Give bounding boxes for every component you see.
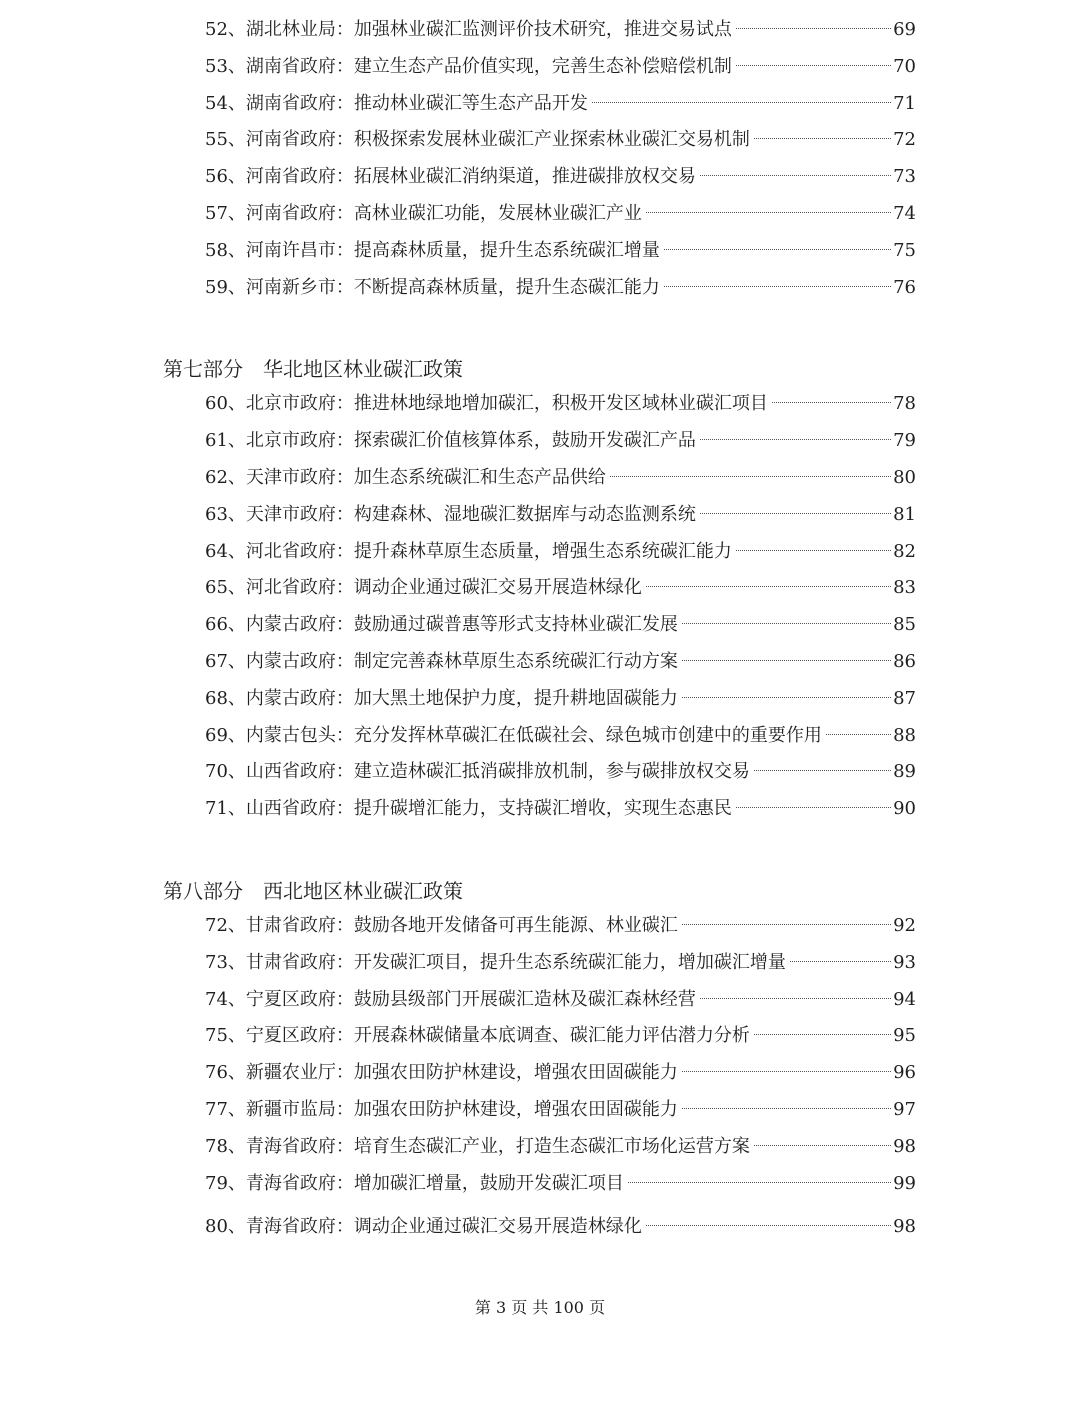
toc-entry[interactable] <box>205 390 916 418</box>
toc-entry[interactable] <box>205 90 916 118</box>
entry-text <box>205 949 786 977</box>
dot-leader <box>664 249 891 250</box>
entry-title: 加强农田防护林建设，增强农田固碳能力 <box>353 1099 678 1120</box>
entry-title: 建立造林碳汇抵消碳排放机制，参与碳排放权交易 <box>353 761 750 783</box>
section-title: 西北地区林业碳汇政策 <box>263 879 463 903</box>
entry-organization: 河北省政府： <box>245 577 354 599</box>
entry-page-number: 76 <box>893 276 916 298</box>
toc-entry[interactable] <box>205 126 916 154</box>
entry-text <box>205 1059 678 1087</box>
dot-leader <box>826 734 891 735</box>
toc-entry[interactable] <box>205 163 916 191</box>
dot-leader <box>682 623 891 624</box>
entry-number: 64、 <box>205 540 246 562</box>
dot-leader <box>610 476 891 477</box>
dot-leader <box>700 439 891 440</box>
entry-text <box>205 722 822 750</box>
entry-number: 52、 <box>205 19 246 40</box>
entry-title: 不断提高森林质量，提升生态碳汇能力 <box>353 276 660 298</box>
entry-title: 培育生态碳汇产业，打造生态碳汇市场化运营方案 <box>353 1135 750 1157</box>
entry-text <box>205 501 696 529</box>
entry-page-number: 80 <box>893 467 916 488</box>
entry-organization: 新疆市监局： <box>245 1099 354 1120</box>
entry-number: 80、 <box>205 1216 246 1238</box>
toc-entry[interactable] <box>205 427 916 455</box>
entry-number: 62、 <box>205 467 246 488</box>
entry-number: 75、 <box>205 1025 246 1047</box>
entry-title: 建立生态产品价值实现，完善生态补偿赔偿机制 <box>353 55 732 77</box>
entry-text <box>205 200 642 228</box>
entry-number: 66、 <box>205 614 246 636</box>
entry-title: 充分发挥林草碳汇在低碳社会、绿色城市创建中的重要作用 <box>353 724 822 746</box>
entry-organization: 湖南省政府： <box>245 55 354 77</box>
entry-number: 67、 <box>205 651 246 672</box>
entry-number: 69、 <box>205 724 246 746</box>
entry-page-number: 87 <box>893 687 916 709</box>
entry-title: 开展森林碳储量本底调查、碳汇能力评估潜力分析 <box>353 1025 750 1047</box>
section-heading <box>163 354 463 384</box>
entry-text <box>205 1096 678 1124</box>
entry-page-number: 86 <box>893 651 916 672</box>
entry-organization: 河南许昌市： <box>245 239 354 261</box>
entry-title: 拓展林业碳汇消纳渠道，推进碳排放权交易 <box>353 166 696 188</box>
entry-number: 59、 <box>205 276 246 298</box>
entry-text <box>205 758 750 786</box>
entry-organization: 内蒙古政府： <box>245 651 354 672</box>
entry-number: 76、 <box>205 1062 246 1084</box>
dot-leader <box>664 286 891 287</box>
entry-title: 鼓励县级部门开展碳汇造林及碳汇森林经营 <box>353 988 696 1010</box>
entry-organization: 河北省政府： <box>245 540 354 562</box>
entry-title: 积极探索发展林业碳汇产业探索林业碳汇交易机制 <box>353 129 750 151</box>
entry-number: 60、 <box>205 393 246 415</box>
entry-text <box>205 986 696 1014</box>
entry-page-number: 90 <box>893 798 916 820</box>
dot-leader <box>682 1071 891 1072</box>
entry-page-number: 75 <box>893 239 916 261</box>
dot-leader <box>682 697 891 698</box>
dot-leader <box>700 513 891 514</box>
entry-title: 提升森林草原生态质量，增强生态系统碳汇能力 <box>353 540 732 562</box>
entry-number: 77、 <box>205 1099 246 1120</box>
entry-organization: 青海省政府： <box>245 1135 354 1157</box>
entry-number: 61、 <box>205 430 246 452</box>
dot-leader <box>700 175 891 176</box>
entry-page-number: 97 <box>893 1099 916 1120</box>
entry-organization: 新疆农业厅： <box>245 1062 354 1084</box>
section-part-label: 第八部分 <box>163 879 243 903</box>
entry-text <box>205 912 678 940</box>
entry-text <box>205 237 660 265</box>
entry-title: 高林业碳汇功能，发展林业碳汇产业 <box>353 203 642 224</box>
toc-entry[interactable] <box>205 949 916 977</box>
entry-page-number: 99 <box>893 1172 916 1194</box>
entry-organization: 山西省政府： <box>245 798 354 820</box>
entry-organization: 山西省政府： <box>245 761 354 783</box>
entry-text <box>205 163 696 191</box>
toc-entry[interactable] <box>205 200 916 228</box>
entry-organization: 湖北林业局： <box>245 19 354 40</box>
dot-leader <box>754 1034 891 1035</box>
toc-entry[interactable] <box>205 53 916 81</box>
entry-organization: 河南省政府： <box>245 166 354 188</box>
entry-text <box>205 427 696 455</box>
entry-text <box>205 16 732 44</box>
entry-page-number: 81 <box>893 503 916 525</box>
entry-organization: 宁夏区政府： <box>245 1025 354 1047</box>
toc-entry[interactable] <box>205 16 916 44</box>
section-part-label: 第七部分 <box>163 357 243 382</box>
entry-number: 65、 <box>205 577 246 599</box>
dot-leader <box>646 586 891 587</box>
entry-text <box>205 1170 624 1198</box>
entry-page-number: 94 <box>893 988 916 1010</box>
dot-leader <box>772 402 891 403</box>
toc-entry[interactable] <box>205 648 916 676</box>
entry-title: 提升碳增汇能力，支持碳汇增收，实现生态惠民 <box>353 798 732 820</box>
entry-number: 54、 <box>205 92 246 114</box>
toc-entry[interactable] <box>205 1022 916 1050</box>
entry-organization: 甘肃省政府： <box>245 915 354 936</box>
entry-title: 推进林地绿地增加碳汇，积极开发区域林业碳汇项目 <box>353 393 768 415</box>
entry-page-number: 93 <box>893 951 916 973</box>
entry-page-number: 72 <box>893 129 916 151</box>
dot-leader <box>790 961 891 962</box>
entry-number: 58、 <box>205 239 246 261</box>
entry-title: 加强林业碳汇监测评价技术研究，推进交易试点 <box>353 19 732 40</box>
entry-page-number: 85 <box>893 614 916 636</box>
entry-text <box>205 538 732 566</box>
toc-entry[interactable] <box>205 1170 916 1198</box>
section-heading <box>163 876 463 906</box>
entry-number: 68、 <box>205 687 246 709</box>
entry-number: 71、 <box>205 798 246 820</box>
toc-entry[interactable] <box>205 795 916 823</box>
entry-text <box>205 1022 750 1050</box>
entry-number: 55、 <box>205 129 246 151</box>
dot-leader <box>736 550 891 551</box>
entry-title: 提高森林质量，提升生态系统碳汇增量 <box>353 239 660 261</box>
dot-leader <box>646 212 891 213</box>
dot-leader <box>700 998 891 999</box>
entry-text <box>205 648 678 676</box>
dot-leader <box>736 807 891 808</box>
toc-entry[interactable] <box>205 274 916 302</box>
entry-title: 鼓励通过碳普惠等形式支持林业碳汇发展 <box>353 614 678 636</box>
toc-entry[interactable] <box>205 1133 916 1161</box>
dot-leader <box>682 660 891 661</box>
entry-page-number: 73 <box>893 166 916 188</box>
entry-title: 调动企业通过碳汇交易开展造林绿化 <box>353 577 642 599</box>
dot-leader <box>592 102 891 103</box>
entry-number: 74、 <box>205 988 246 1010</box>
entry-organization: 内蒙古包头： <box>245 724 354 746</box>
entry-text <box>205 126 750 154</box>
entry-page-number: 70 <box>893 55 916 77</box>
entry-number: 56、 <box>205 166 246 188</box>
entry-page-number: 95 <box>893 1025 916 1047</box>
entry-text <box>205 390 768 418</box>
section-title: 华北地区林业碳汇政策 <box>263 357 463 382</box>
dot-leader <box>628 1182 891 1183</box>
entry-title: 构建森林、湿地碳汇数据库与动态监测系统 <box>353 503 696 525</box>
entry-text <box>205 574 642 602</box>
toc-entry[interactable] <box>205 758 916 786</box>
toc-entry[interactable] <box>205 464 916 492</box>
entry-organization: 天津市政府： <box>245 503 354 525</box>
entry-page-number: 74 <box>893 203 916 224</box>
entry-number: 63、 <box>205 503 246 525</box>
entry-organization: 青海省政府： <box>245 1172 354 1194</box>
toc-entry[interactable] <box>205 501 916 529</box>
entry-text <box>205 685 678 713</box>
entry-title: 推动林业碳汇等生态产品开发 <box>353 92 588 114</box>
dot-leader <box>646 1225 891 1226</box>
entry-title: 鼓励各地开发储备可再生能源、林业碳汇 <box>353 915 678 936</box>
entry-organization: 北京市政府： <box>245 393 354 415</box>
toc-entry[interactable] <box>205 538 916 566</box>
entry-title: 加生态系统碳汇和生态产品供给 <box>353 467 606 488</box>
entry-text <box>205 1213 642 1241</box>
entry-page-number: 83 <box>893 577 916 599</box>
entry-page-number: 88 <box>893 724 916 746</box>
entry-organization: 宁夏区政府： <box>245 988 354 1010</box>
entry-organization: 湖南省政府： <box>245 92 354 114</box>
toc-entry[interactable] <box>205 611 916 639</box>
entry-page-number: 78 <box>893 393 916 415</box>
dot-leader <box>736 65 891 66</box>
entry-page-number: 82 <box>893 540 916 562</box>
entry-number: 73、 <box>205 951 246 973</box>
entry-title: 加强农田防护林建设，增强农田固碳能力 <box>353 1062 678 1084</box>
entry-organization: 河南省政府： <box>245 129 354 151</box>
entry-organization: 北京市政府： <box>245 430 354 452</box>
entry-title: 调动企业通过碳汇交易开展造林绿化 <box>353 1216 642 1238</box>
dot-leader <box>754 138 891 139</box>
toc-entry[interactable] <box>205 912 916 940</box>
entry-organization: 河南省政府： <box>245 203 354 224</box>
entry-page-number: 96 <box>893 1062 916 1084</box>
entry-organization: 内蒙古政府： <box>245 614 354 636</box>
entry-text <box>205 90 588 118</box>
entry-organization: 内蒙古政府： <box>245 687 354 709</box>
entry-page-number: 69 <box>893 19 916 40</box>
entry-number: 57、 <box>205 203 246 224</box>
toc-entry[interactable] <box>205 574 916 602</box>
entry-page-number: 92 <box>893 915 916 936</box>
entry-text <box>205 464 606 492</box>
toc-entry[interactable] <box>205 1059 916 1087</box>
entry-title: 加大黑土地保护力度，提升耕地固碳能力 <box>353 687 678 709</box>
page-footer: 第 3 页 共 100 页 <box>474 1298 606 1317</box>
entry-number: 70、 <box>205 761 246 783</box>
entry-organization: 甘肃省政府： <box>245 951 354 973</box>
toc-entry[interactable] <box>205 1096 916 1124</box>
entry-organization: 天津市政府： <box>245 467 354 488</box>
entry-title: 增加碳汇增量，鼓励开发碳汇项目 <box>353 1172 624 1194</box>
dot-leader <box>754 770 891 771</box>
dot-leader <box>754 1145 891 1146</box>
entry-page-number: 98 <box>893 1216 916 1238</box>
entry-number: 79、 <box>205 1172 246 1194</box>
entry-page-number: 89 <box>893 761 916 783</box>
entry-title: 探索碳汇价值核算体系，鼓励开发碳汇产品 <box>353 430 696 452</box>
toc-entry[interactable] <box>205 722 916 750</box>
entry-organization: 青海省政府： <box>245 1216 354 1238</box>
entry-text <box>205 795 732 823</box>
toc-entry[interactable] <box>205 685 916 713</box>
dot-leader <box>682 1108 891 1109</box>
entry-text <box>205 274 660 302</box>
entry-text <box>205 53 732 81</box>
toc-entry[interactable] <box>205 1213 916 1241</box>
entry-number: 78、 <box>205 1135 246 1157</box>
toc-entry[interactable] <box>205 237 916 265</box>
entry-text <box>205 611 678 639</box>
entry-page-number: 98 <box>893 1135 916 1157</box>
entry-title: 制定完善森林草原生态系统碳汇行动方案 <box>353 651 678 672</box>
toc-entry[interactable] <box>205 986 916 1014</box>
dot-leader <box>682 924 891 925</box>
entry-page-number: 71 <box>893 92 916 114</box>
entry-title: 开发碳汇项目，提升生态系统碳汇能力，增加碳汇增量 <box>353 951 786 973</box>
entry-text <box>205 1133 750 1161</box>
entry-organization: 河南新乡市： <box>245 276 354 298</box>
entry-page-number: 79 <box>893 430 916 452</box>
entry-number: 53、 <box>205 55 246 77</box>
entry-number: 72、 <box>205 915 246 936</box>
dot-leader <box>736 28 891 29</box>
